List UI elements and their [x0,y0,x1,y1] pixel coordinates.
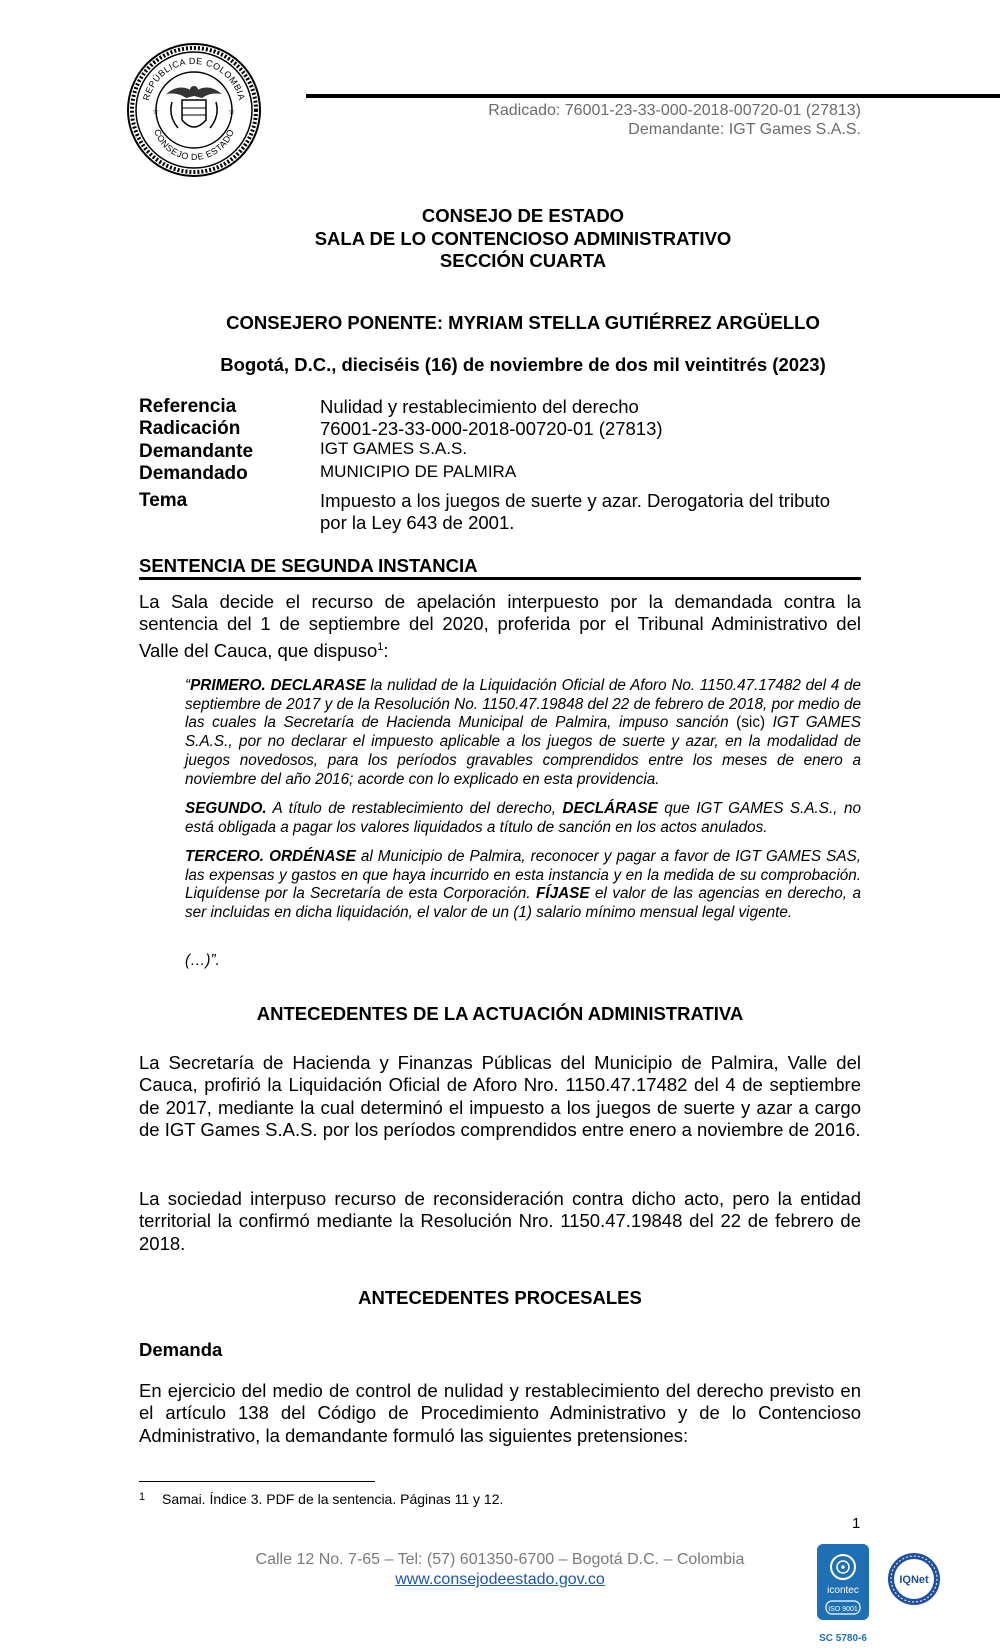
ref-value-referencia: Nulidad y restablecimiento del derecho [320,396,639,417]
intro-line-3-end: : [383,639,389,661]
footer-website-link[interactable]: www.consejodeestado.gov.co [395,1571,605,1588]
quote-primero-text2: IGT GAMES S.A.S., por no declarar el impuesto aplicable a los juegos de suerte y azar, en la modalidad de juegos novedosos, para los períodos gravables comprendidos entre los meses de enero a noviembre del año 2016; acorde con lo explicado en esta providencia. [185,714,861,788]
title-chamber: SALA DE LO CONTENCIOSO ADMINISTRATIVO [314,228,732,249]
icontec-label: icontec [827,1585,859,1596]
header-radicado: Radicado: 76001-23-33-000-2018-00720-01 (27813) [488,102,861,119]
footer-address: Calle 12 No. 7-65 – Tel: (57) 601350-6700 – Bogotá D.C. – Colombia [255,1551,745,1568]
page-number: 1 [852,1515,861,1532]
antecedentes-procesales-heading: ANTECEDENTES PROCESALES [358,1287,642,1308]
ref-value-tema-line2: por la Ley 643 de 2001. [320,512,515,533]
sentencia-rule [139,577,861,580]
quote-primero [185,677,861,789]
quote-open-mark: “ [185,677,191,694]
ponente-line: CONSEJERO PONENTE: MYRIAM STELLA GUTIÉRREZ ARGÜELLO [226,312,820,333]
antecedentes-admin-p2: La sociedad interpuso recurso de reconsideración contra dicho acto, pero la entidad territorial la confirmó mediante la Resolución Nro. 1150.47.19848 del 22 de febrero de 2018. [139,1188,861,1254]
antecedentes-admin-heading: ANTECEDENTES DE LA ACTUACIÓN ADMINISTRATIVA [256,1003,744,1024]
footnote-number: 1 [139,1491,146,1503]
sentencia-heading: SENTENCIA DE SEGUNDA INSTANCIA [139,555,478,576]
quote-segundo-text2: que IGT GAMES S.A.S., no está obligada a pagar los valores liquidados a título de sanción en los actos anulados. [185,800,862,836]
quote-segundo [185,800,861,837]
iqnet-label: IQNet [899,1574,929,1586]
quote-primero-text: la nulidad de la Liquidación Oficial de Aforo No. 1150.47.17482 del 4 de septiembre de 2017 y de la Resolución No. 1150.47.19848 del 22 de febrero de 2018, por medio de las cuales la Secretaría de Hacienda Municipal de Palmira, impuso sanción [185,677,862,732]
ref-value-demandado: MUNICIPIO DE PALMIRA [320,462,517,481]
iqnet-certification-logo [886,1551,942,1607]
quote-segundo-bold2: DECLÁRASE [562,800,658,817]
quote-segundo-text1: A título de restablecimiento del derecho, [266,800,563,817]
antecedentes-admin-p1: La Secretaría de Hacienda y Finanzas Públicas del Municipio de Palmira, Valle del Cauca, profirió la Liquidación Oficial de Aforo Nro. 1150.47.17482 del 4 de septiembre de 2017, mediante la cual determinó el impuesto a los juegos de suerte y azar a cargo de IGT Games S.A.S. por los períodos comprendidos entre enero a noviembre de 2016. [139,1052,861,1140]
footnote [139,1491,503,1507]
quote-tercero-bold2: FÍJASE [536,885,590,903]
header-rule [306,94,1000,98]
quote-tercero [185,848,861,923]
ref-label-referencia: Referencia [139,396,237,417]
demanda-subheading: Demanda [139,1339,223,1360]
intro-line-1: La Sala decide el recurso de apelación interpuesto por la demandada contra la [139,591,861,612]
ref-value-radicacion: 76001-23-33-000-2018-00720-01 (27813) [320,418,663,439]
seal-text-top: REPÚBLICA DE COLOMBIA [141,55,247,102]
footnote-text: Samai. Índice 3. PDF de la sentencia. Páginas 11 y 12. [162,1491,504,1507]
seal-text-bottom: CONSEJO DE ESTADO [151,127,237,163]
demanda-paragraph: En ejercicio del medio de control de nulidad y restablecimiento del derecho previsto en el artículo 138 del Código de Procedimiento Administrativo y de lo Contencioso Administrativo, la demandante formuló las siguientes pretensiones: [139,1380,861,1446]
date-line: Bogotá, D.C., dieciséis (16) de noviembre de dos mil veintitrés (2023) [220,354,826,375]
quote-sic: (sic) [736,714,766,732]
ref-label-radicacion: Radicación [139,418,241,439]
footnote-ref[interactable]: 1 [377,640,384,653]
svg-text:☆: ☆ [152,107,160,116]
quote-primero-bold: PRIMERO. DECLARASE [190,677,366,694]
quote-tercero-text1: al Municipio de Palmira, reconocer y pagar a favor de IGT GAMES SAS, las expensas y gastos en que haya incurrido en esta instancia y en la medida de su comprobación. Liquídense por la Secretaría de esta Corporación. [185,848,862,903]
svg-text:☆: ☆ [228,107,236,116]
ref-value-demandante: IGT GAMES S.A.S. [320,439,468,458]
intro-line-2: sentencia del 1 de septiembre del 2020, proferida por el Tribunal Administrativo del [139,613,861,635]
ref-label-demandado: Demandado [139,463,248,484]
icontec-certification-logo [816,1543,870,1647]
intro-paragraph [139,591,861,662]
ref-value-tema-line1: Impuesto a los juegos de suerte y azar. Derogatoria del tributo [320,490,831,511]
iso-label: ISO 9001 [828,1606,858,1613]
quote-closing: (…)”. [185,952,220,969]
quote-tercero-text2: el valor de las agencias en derecho, a ser incluidas en dicha liquidación, el valor de un (1) salario mínimo mensual legal vigente. [185,885,862,922]
title-section: SECCIÓN CUARTA [439,250,607,271]
quote-tercero-bold: TERCERO. ORDÉNASE [185,848,356,865]
cert-code: SC 5780-6 [819,1633,867,1644]
footnote-rule [139,1481,375,1482]
consejo-de-estado-seal [126,42,262,178]
quote-segundo-bold: SEGUNDO. [185,800,267,817]
intro-line-3 [139,636,861,662]
intro-line-3-text: Valle del Cauca, que dispuso [139,639,378,661]
header-demandante: Demandante: IGT Games S.A.S. [628,121,861,138]
ref-label-demandante: Demandante [139,441,254,462]
title-court: CONSEJO DE ESTADO [421,205,625,226]
ref-label-tema: Tema [139,490,188,511]
